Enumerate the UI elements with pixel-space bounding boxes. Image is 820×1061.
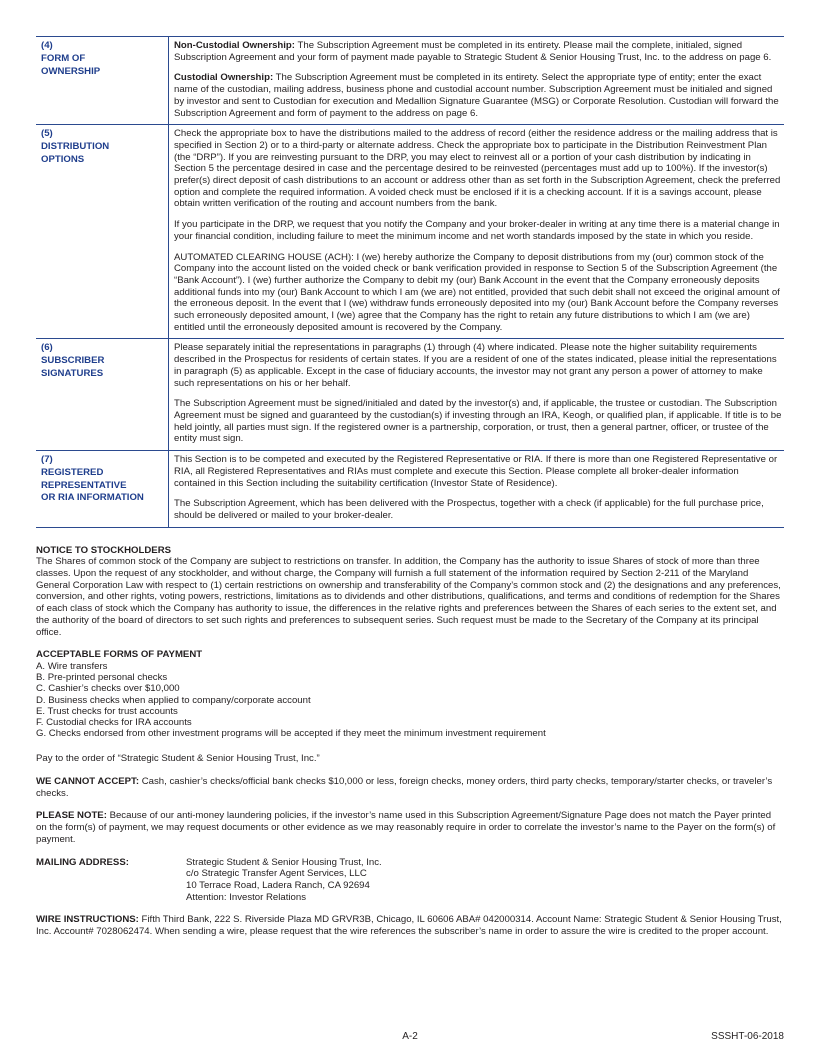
list-item: A. Wire transfers	[36, 660, 108, 672]
section-title-line: SUBSCRIBER	[41, 355, 105, 367]
section-label-cell	[36, 451, 169, 528]
section-paragraph	[174, 342, 782, 389]
section-title	[41, 467, 168, 505]
list-item: B. Pre-printed personal checks	[36, 672, 168, 684]
section-label-cell	[36, 37, 169, 125]
section-title-line: REGISTERED	[41, 466, 104, 478]
section-paragraph	[174, 219, 782, 242]
section-title-line: OR RIA INFORMATION	[41, 492, 144, 504]
section-content-cell	[169, 125, 785, 339]
paragraph-text: Check the appropriate box to have the distributions mailed to the address of record (either the residence address or the mailing address that is specified in Section 2) or to a third-party or alternate address. Check the appropriate box to participate in the Distribution Reinvestment Plan (the “DRP”). If you are reinvesting pursuant to the DRP, you may elect to reinvest all or a portion of your cash distribution by indicating in Section 5 the percentage desired in case and the percentage desired to be reinvested (percentages must add up to 100%). If the investor(s) prefer(s) direct deposit of cash distributions to an account or address other than as set forth in the Subscription Agreement, check the preferred option and complete the required information. A voided check must be enclosed if it is a checking account. If it is a savings account, please obtain written verification of the routing and account numbers from the bank.	[174, 128, 781, 210]
list-item: F. Custodial checks for IRA accounts	[36, 716, 192, 728]
section-content-cell	[169, 37, 785, 125]
pay-to-text: Pay to the order of “Strategic Student & Senior Housing Trust, Inc.”	[36, 753, 320, 765]
section-content-cell	[169, 451, 785, 528]
section-number: (6)	[41, 342, 53, 354]
section-row	[36, 451, 784, 528]
paragraph-text: If you participate in the DRP, we request that you notify the Company and your broker-dealer in writing at any time there is a material change in your financial condition, including failure to meet the minimum income and net worth standards imposed by the state in which you reside.	[174, 219, 780, 242]
section-paragraph	[174, 72, 782, 119]
list-item: C. Cashier’s checks over $10,000	[36, 683, 180, 695]
section-title-line: FORM OF	[41, 52, 86, 64]
mailing-address-lines	[186, 857, 382, 904]
mailing-address-label: MAILING ADDRESS:	[36, 856, 129, 868]
payment-section	[36, 649, 784, 765]
list-item: D. Business checks when applied to company/corporate account	[36, 694, 311, 706]
payment-heading: ACCEPTABLE FORMS OF PAYMENT	[36, 649, 203, 661]
section-paragraph	[174, 498, 782, 521]
wire-instructions-label: WIRE INSTRUCTIONS:	[36, 914, 139, 926]
paragraph-lead: Non-Custodial Ownership:	[174, 40, 295, 51]
wire-instructions-paragraph	[36, 914, 784, 937]
wire-instructions-text: Fifth Third Bank, 222 S. Riverside Plaza MD GRVR3B, Chicago, IL 60606 ABA# 042000314. Account Name: Strategic Student & Senior Housing Trust, Inc. Account# 7028062474. When sending a wire, please request that the wire references the subscriber’s name in order to assure the wire is credited to the proper account.	[36, 914, 782, 938]
address-line: Strategic Student & Senior Housing Trust, Inc.	[186, 856, 382, 868]
section-title-line: DISTRIBUTION	[41, 141, 110, 153]
section-paragraph	[174, 398, 782, 445]
list-item: G. Checks endorsed from other investment programs will be accepted if they meet the minimum investment requirement	[36, 728, 546, 740]
page-number: A-2	[402, 1031, 418, 1042]
please-note-label: PLEASE NOTE:	[36, 810, 107, 822]
cannot-accept-label: WE CANNOT ACCEPT:	[36, 776, 140, 788]
section-number: (4)	[41, 40, 53, 51]
instructions-table	[36, 36, 784, 528]
notice-section	[36, 545, 784, 639]
payment-list	[36, 661, 784, 739]
section-row	[36, 125, 784, 339]
section-number: (5)	[41, 128, 53, 140]
please-note-text: Because of our anti-money laundering policies, if the investor’s name used in this Subscription Agreement/Signature Page does not match the Payer printed on the form(s) of payment, we may request documents or other evidence as we may reasonably require in order to correlate the investor’s name to the Payer on the form(s) of payment.	[36, 810, 776, 845]
paragraph-text: The Subscription Agreement must be completed in its entirety. Please mail the complete, initialed, signed Subscription Agreement and your form of payment made payable to Strategic Student & Senior Housing Trust, Inc. to the address on page 6.	[174, 40, 772, 63]
paragraph-text: The Subscription Agreement, which has been delivered with the Prospectus, together with a check (if applicable) for the full purchase price, should be delivered or mailed to your broker-dealer.	[174, 498, 764, 521]
section-title-line: SIGNATURES	[41, 368, 104, 380]
section-title	[41, 141, 168, 167]
document-page	[36, 36, 784, 949]
cannot-accept-text: Cash, cashier’s checks/official bank checks $10,000 or less, foreign checks, money orders, third party checks, temporary/starter checks, or traveler’s checks.	[36, 776, 773, 799]
paragraph-text: The Subscription Agreement must be completed in its entirety. Select the appropriate type of entity; enter the exact name of the custodian, mailing address, business phone and custodial account number. Subscription Agreement must be initialed and signed by investor and sent to Custodian for execution and Medallion Signature Guarantee (MSG) or Corporate Resolution. Custodian will forward the Subscription Agreement and form of payment to the address on page 6.	[174, 72, 779, 119]
section-row	[36, 339, 784, 451]
section-title-line: REPRESENTATIVE	[41, 479, 127, 491]
section-paragraph	[174, 252, 782, 334]
mailing-address	[36, 857, 784, 904]
section-label-cell	[36, 339, 169, 451]
section-paragraph	[174, 128, 782, 210]
please-note-paragraph	[36, 810, 784, 845]
section-number: (7)	[41, 454, 53, 466]
section-title	[41, 355, 168, 381]
paragraph-text: The Subscription Agreement must be signed/initialed and dated by the investor(s) and, if applicable, the trustee or custodian. The Subscription Agreement must be signed and guaranteed by the custodian(s) if investing through an IRA, Keogh, or qualified plan, if applicable. If title is to be held jointly, all parties must sign. If the registered owner is a partnership, corporation, or trust, then a general partner, officer, or trustee of the entity must sign.	[174, 398, 782, 445]
section-content-cell	[169, 339, 785, 451]
section-paragraph	[174, 40, 782, 63]
section-title	[41, 53, 168, 79]
document-code: SSSHT-06-2018	[711, 1031, 784, 1042]
cannot-accept-paragraph	[36, 776, 784, 799]
notice-heading: NOTICE TO STOCKHOLDERS	[36, 544, 172, 556]
paragraph-text: This Section is to be competed and executed by the Registered Representative or RIA. If there is more than one Registered Representative or RIA, all Registered Representatives and RIAs must complete and execute this Section. Please complete all broker-dealer information contained in this Section including the suitability certification (Investor State of Residence).	[174, 454, 778, 489]
address-line: 10 Terrace Road, Ladera Ranch, CA 92694	[186, 879, 370, 891]
section-paragraph	[174, 454, 782, 489]
section-label-cell	[36, 125, 169, 339]
paragraph-text: AUTOMATED CLEARING HOUSE (ACH): I (we) hereby authorize the Company to deposit distributions from my (our) common stock of the Company into the account listed on the voided check or bank verification provided in response to Section 5 of the Subscription Agreement (the “Bank Account”). I (we) further authorize the Company to debit my (our) Bank Account in the event that the Company erroneously deposits additional funds into my (our) Bank Account to which I am (we are) not entitled, provided that such debit shall not exceed the original amount of the erroneous deposit. In the event that I (we) withdraw funds erroneously deposited into my (our) Bank Account before the Company reverses such erroneously deposited amount, I (we) agree that the Company has the right to retain any future distributions to which I am (we are) entitled until the erroneously deposited amount is recovered by the Company.	[174, 251, 780, 333]
notice-text: The Shares of common stock of the Company are subject to restrictions on transfer. In addition, the Company has the authority to issue Shares of stock of more than three classes. Upon the request of any stockholder, and without charge, the Company will furnish a full statement of the information required by Section 2-211 of the Maryland General Corporation Law with respect to (1) certain restrictions on ownership and transferability of the Company’s common stock and (2) the designations and any preferences, conversion, and other rights, voting powers, restrictions, limitations as to dividends and other distributions, qualifications, and terms and conditions of redemption for the Shares of each class of stock which the Company has authority to issue, the differences in the relative rights and preferences between the Shares of each series to the extent set, and the authority of the board of directors to set such rights and preferences to subsequent series. Such request must be made to the Secretary of the Company at its principal office.	[36, 556, 781, 638]
paragraph-text: Please separately initial the representations in paragraphs (1) through (4) where indicated. Please note the higher suitability requirements described in the Prospectus for residents of certain states. If you are a resident of one of the states indicated, please initial the representations in paragraph (5) as applicable. Except in the case of fiduciary accounts, the investor may not grant any person a power of attorney to make such representations on his or her behalf.	[174, 342, 777, 389]
address-line: c/o Strategic Transfer Agent Services, LLC	[186, 868, 367, 880]
address-line: Attention: Investor Relations	[186, 891, 306, 903]
list-item: E. Trust checks for trust accounts	[36, 705, 178, 717]
section-title-line: OWNERSHIP	[41, 65, 101, 77]
section-title-line: OPTIONS	[41, 153, 85, 165]
paragraph-lead: Custodial Ownership:	[174, 72, 274, 84]
section-row	[36, 37, 784, 125]
